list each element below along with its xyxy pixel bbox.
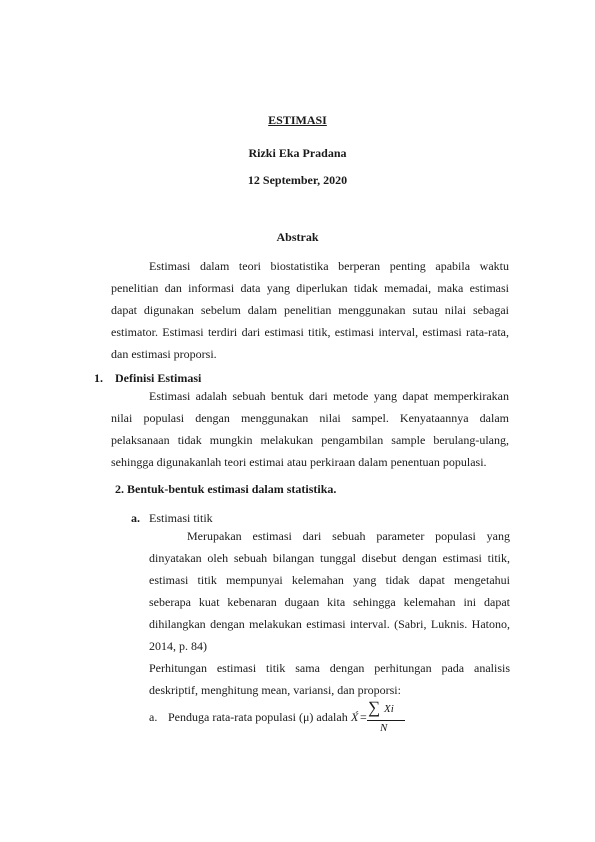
section1-line: nilai populasi dengan menggunakan nilai sampel. Kenyataannya dalam xyxy=(111,411,509,425)
mean-formula-line xyxy=(149,710,157,725)
sub-a-marker: a. xyxy=(131,511,140,525)
abstract-line: penelitian dan informasi data yang diperlukan tidak memadai, maka estimasi xyxy=(111,281,509,295)
author-name: Rizki Eka Pradana xyxy=(248,146,347,160)
section1-paragraph xyxy=(111,385,509,473)
document-date: 12 September, 2020 xyxy=(247,173,348,187)
sub-a-line: 2014, p. 84) xyxy=(149,639,207,653)
section1-line: Estimasi adalah sebuah bentuk dari metode yang dapat memperkirakan xyxy=(149,389,509,403)
abstract-paragraph xyxy=(111,255,509,365)
section2-heading: 2. Bentuk-bentuk estimasi dalam statistika. xyxy=(115,482,337,496)
abstract-heading: Abstrak xyxy=(276,230,319,244)
sub-a-line: Merupakan estimasi dari sebuah parameter populasi yang xyxy=(187,529,510,543)
formula-sum-symbol: ∑ xyxy=(368,698,381,717)
sub-a-line: dihilangkan dengan melakukan estimasi interval. (Sabri, Luknis. Hatono, xyxy=(149,617,510,631)
sub-a-line: seberapa kuat kebenaran dugaan kita sehingga kelemahan ini dapat xyxy=(149,595,510,609)
sub-a-label: Estimasi titik xyxy=(149,511,213,525)
formula-numerator: Xi xyxy=(384,703,394,715)
abstract-line: Estimasi dalam teori biostatistika berperan penting apabila waktu xyxy=(149,259,509,273)
sub-a-line: estimasi titik mempunyai kelemahan yang tidak dapat mengetahui xyxy=(149,573,510,587)
sub-a-line: dinyatakan oleh sebuah bilangan tunggal disebut dengan estimasi titik, xyxy=(149,551,510,565)
sub-a-line: Perhitungan estimasi titik sama dengan perhitungan pada analisis xyxy=(149,661,510,675)
abstract-line: dan estimasi proporsi. xyxy=(111,347,217,361)
abstract-line: estimator. Estimasi terdiri dari estimasi titik, estimasi interval, estimasi rata-rata, xyxy=(111,325,509,339)
formula-lhs: X́ xyxy=(351,710,359,724)
section1-line: sehingga digunakanlah teori estimai atau perkiraan dalam penentuan populasi. xyxy=(111,455,487,469)
formula-equals: = xyxy=(360,710,367,724)
mean-formula-text: Penduga rata-rata populasi (μ) adalah xyxy=(168,710,348,724)
formula-marker: a. xyxy=(149,710,158,724)
sub-a-line: deskriptif, menghitung mean, variansi, dan proporsi: xyxy=(149,683,401,697)
section1-heading: Definisi Estimasi xyxy=(115,371,202,385)
fraction-bar xyxy=(367,720,405,721)
section1-number: 1. xyxy=(94,371,103,385)
document-title: ESTIMASI xyxy=(268,113,327,127)
sub-a-paragraph xyxy=(149,525,510,701)
abstract-line: dapat digunakan sebelum dalam penelitian menggunakan sutau nilai sebagai xyxy=(111,303,509,317)
formula-denominator: N xyxy=(380,722,388,734)
section1-line: pelaksanaan tidak mungkin melakukan pengambilan sample berulang-ulang, xyxy=(111,433,509,447)
